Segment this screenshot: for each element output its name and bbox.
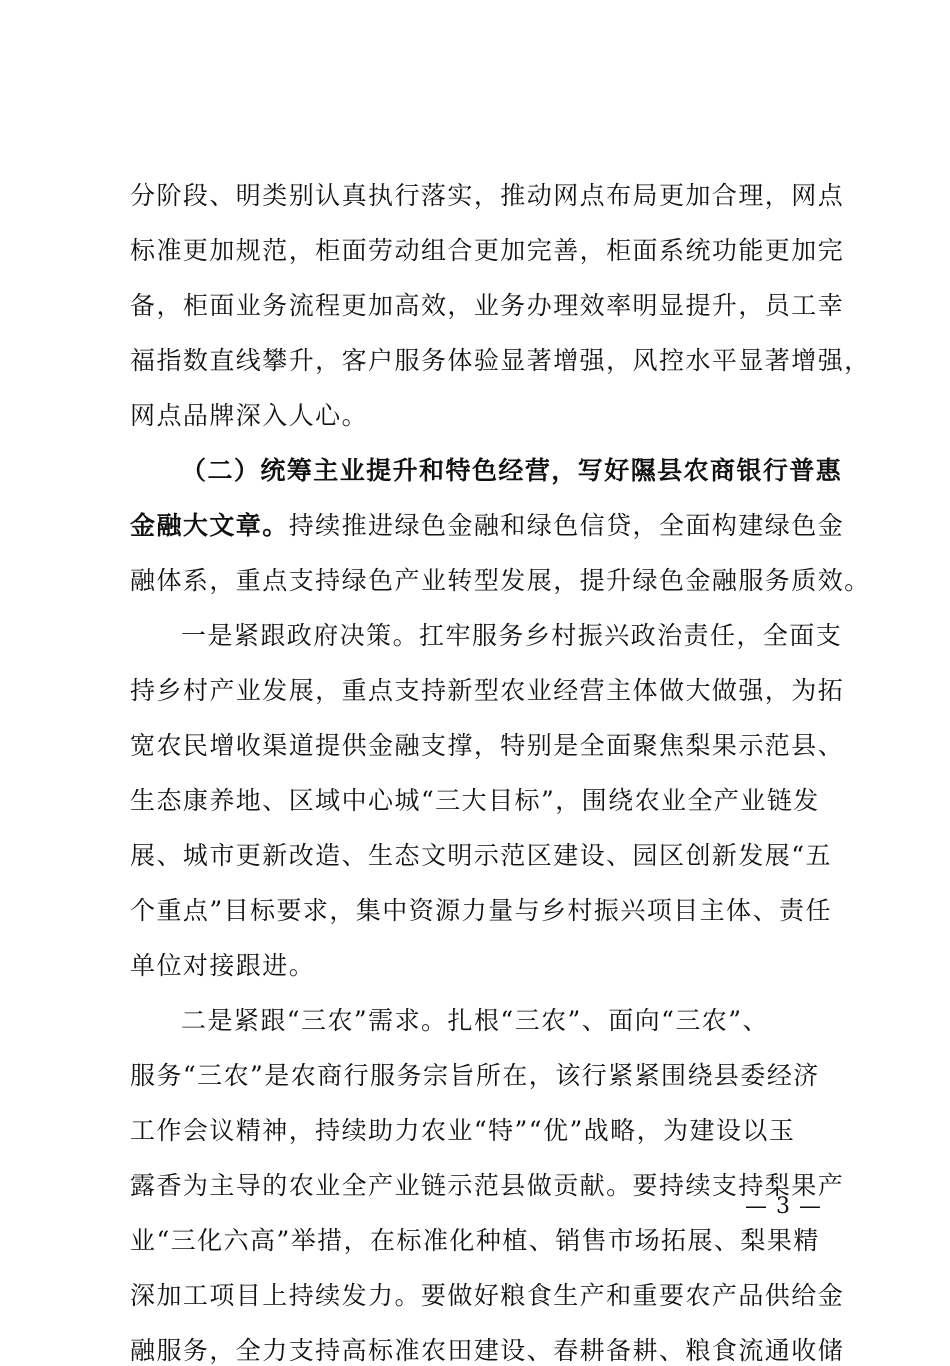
- text-line: 深加工项目上持续发力。要做好粮食生产和重要农产品供给金: [130, 1281, 845, 1310]
- text-line: 福指数直线攀升，客户服务体验显著增强，风控水平显著增强，: [130, 346, 871, 375]
- section-heading-continuation: 金融大文章。: [130, 511, 289, 540]
- text-line: 工作会议精神，持续助力农业“特”“优”战略，为建设以玉: [130, 1116, 796, 1145]
- text-line: 持乡村产业发展，重点支持新型农业经营主体做大做强，为拓: [130, 676, 845, 705]
- text-line: 露香为主导的农业全产业链示范县做贡献。要持续支持梨果产: [130, 1171, 845, 1200]
- text-line: 分阶段、明类别认真执行落实，推动网点布局更加合理，网点: [130, 181, 845, 210]
- text-line: 二是紧跟“三农”需求。扎根“三农”、面向“三农”、: [181, 1006, 769, 1035]
- text-span: 持续推进绿色金融和绿色信贷，全面构建绿色金: [288, 511, 845, 540]
- text-line: 服务“三农”是农商行服务宗旨所在，该行紧紧围绕县委经济: [130, 1061, 820, 1090]
- text-line: 标准更加规范，柜面劳动组合更加完善，柜面系统功能更加完: [130, 236, 845, 265]
- text-line: 融体系，重点支持绿色产业转型发展，提升绿色金融服务质效。: [130, 566, 871, 595]
- text-line: 一是紧跟政府决策。扛牢服务乡村振兴政治责任，全面支: [181, 621, 843, 650]
- section-heading: （二）统筹主业提升和特色经营，写好隰县农商银行普惠: [181, 456, 843, 485]
- text-line: 业“三化六高”举措，在标准化种植、销售市场拓展、梨果精: [130, 1226, 820, 1255]
- text-line: [130, 511, 844, 541]
- text-line: 备，柜面业务流程更加高效，业务办理效率明显提升，员工幸: [130, 291, 845, 320]
- text-line: 单位对接跟进。: [130, 951, 316, 980]
- text-line: 宽农民增收渠道提供金融支撑，特别是全面聚焦梨果示范县、: [130, 731, 845, 760]
- text-line: 生态康养地、区域中心城“三大目标”，围绕农业全产业链发: [130, 786, 820, 815]
- text-line: 融服务，全力支持高标准农田建设、春耕备耕、粮食流通收储: [130, 1336, 845, 1365]
- text-line: 个重点”目标要求，集中资源力量与乡村振兴项目主体、责任: [130, 896, 832, 925]
- text-line: 展、城市更新改造、生态文明示范区建设、园区创新发展“五: [130, 841, 832, 870]
- page-number: — 3 —: [745, 1194, 822, 1219]
- text-line: 网点品牌深入人心。: [130, 401, 369, 430]
